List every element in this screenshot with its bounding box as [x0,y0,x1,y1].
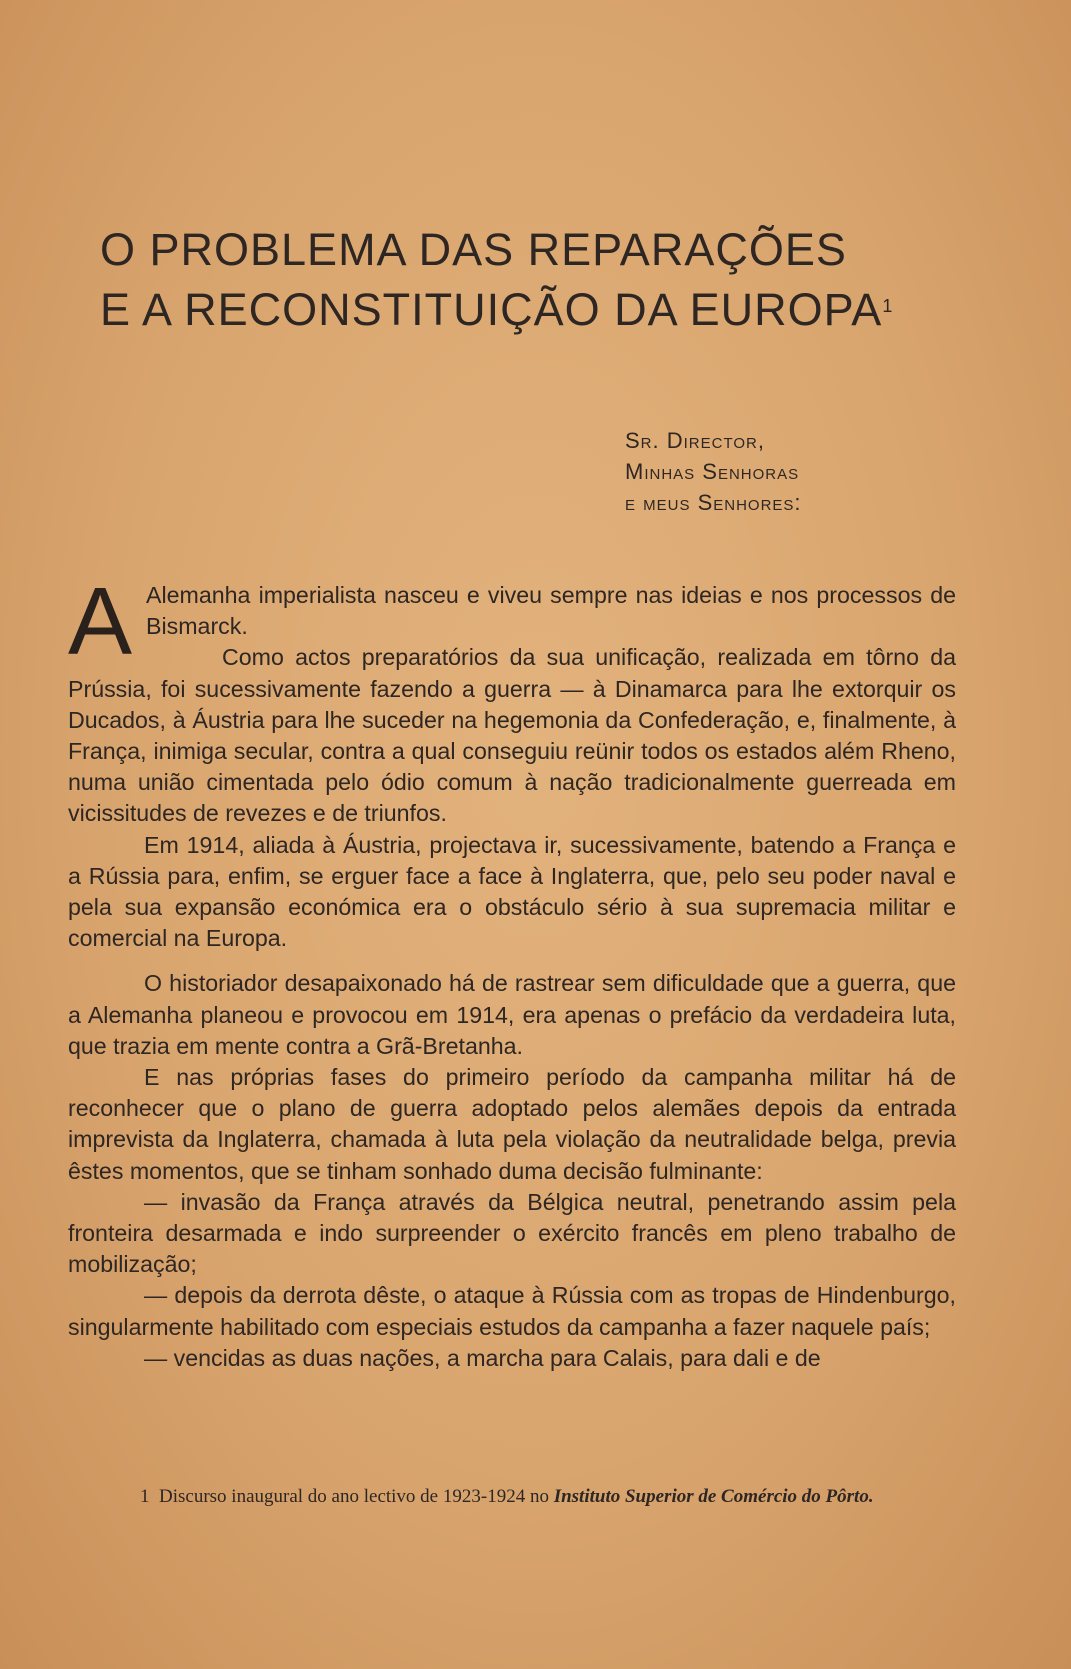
title-line-2-text: E A RECONSTITUIÇÃO DA EUROPA [100,284,883,335]
title-footnote-mark: 1 [882,296,894,316]
salutation [625,425,802,518]
paragraph-4: O historiador desapaixonado há de rastrear sem dificuldade que a guerra, que a Alemanha planeou e provocou em 1914, era apenas o prefácio da verdadeira luta, que trazia em mente contra a Grã-Bretanha. [68,970,956,1059]
paragraph-5: E nas próprias fases do primeiro período da campanha militar há de reconhecer que o plano de guerra adoptado pelos alemães depois da entrada imprevista da Inglaterra, chamada à luta pela violação da neutralidade belga, previa êstes momentos, que se tinham sonhado duma decisão fulminante: [68,1064,956,1184]
title-line-1: O PROBLEMA DAS REPARAÇÕES [100,224,847,275]
paragraph-1 [68,568,956,675]
title-line-2 [100,280,980,340]
footnote-text: Discurso inaugural do ano lectivo de 1923-1924 no [159,1486,549,1507]
salutation-line-2: Minhas Senhoras [625,459,800,484]
paragraph-6: — invasão da França através da Bélgica neutral, penetrando assim pela fronteira desarmada e indo surpreender o exército francês em pleno trabalho de mobilização; [68,1188,956,1278]
page-title [100,220,980,340]
footnote-number: 1 [140,1486,150,1507]
paragraph-3: Em 1914, aliada à Áustria, projectava ir, sucessivamente, batendo a França e a Rússia para, enfim, se erguer face a face à Inglaterra, que, pelo seu poder naval e pela sua expansão económica era o obstáculo sério à sua supremacia militar e comercial na Europa. [68,831,956,952]
footnote-institution: Instituto Superior de Comércio do Pôrto. [553,1486,874,1507]
paragraph-2: Como actos preparatórios da sua unificação, realizada em tôrno da Prússia, foi sucessivamente fazendo a guerra — à Dinamarca para lhe extorquir os Ducados, à Áustria para lhe suceder na hegemonia da Confederação, e, finalmente, à França, inimiga secular, contra a qual conseguiu reünir todos os estados além Rheno, numa união cimentada pelo ódio comum à nação tradicionalmente guerreada em vicissitudes de revezes e de triunfos. [68,644,956,827]
footnote [68,1482,956,1511]
salutation-line-1: Sr. Director, [625,428,765,453]
paragraph-8: — vencidas as duas nações, a marcha para Calais, para dali e de [144,1344,821,1371]
paragraph-7: — depois da derrota dêste, o ataque à Rússia com as tropas de Hindenburgo, singularmente habilitado com especiais estudos da campanha a fazer naquele país; [68,1282,956,1340]
paragraph-1-text: Alemanha imperialista nasceu e viveu sempre nas ideias e nos processos de Bismarck. [146,582,956,640]
drop-cap: A [68,568,133,675]
body-text [68,568,956,1374]
salutation-line-3: e meus Senhores: [625,490,802,515]
